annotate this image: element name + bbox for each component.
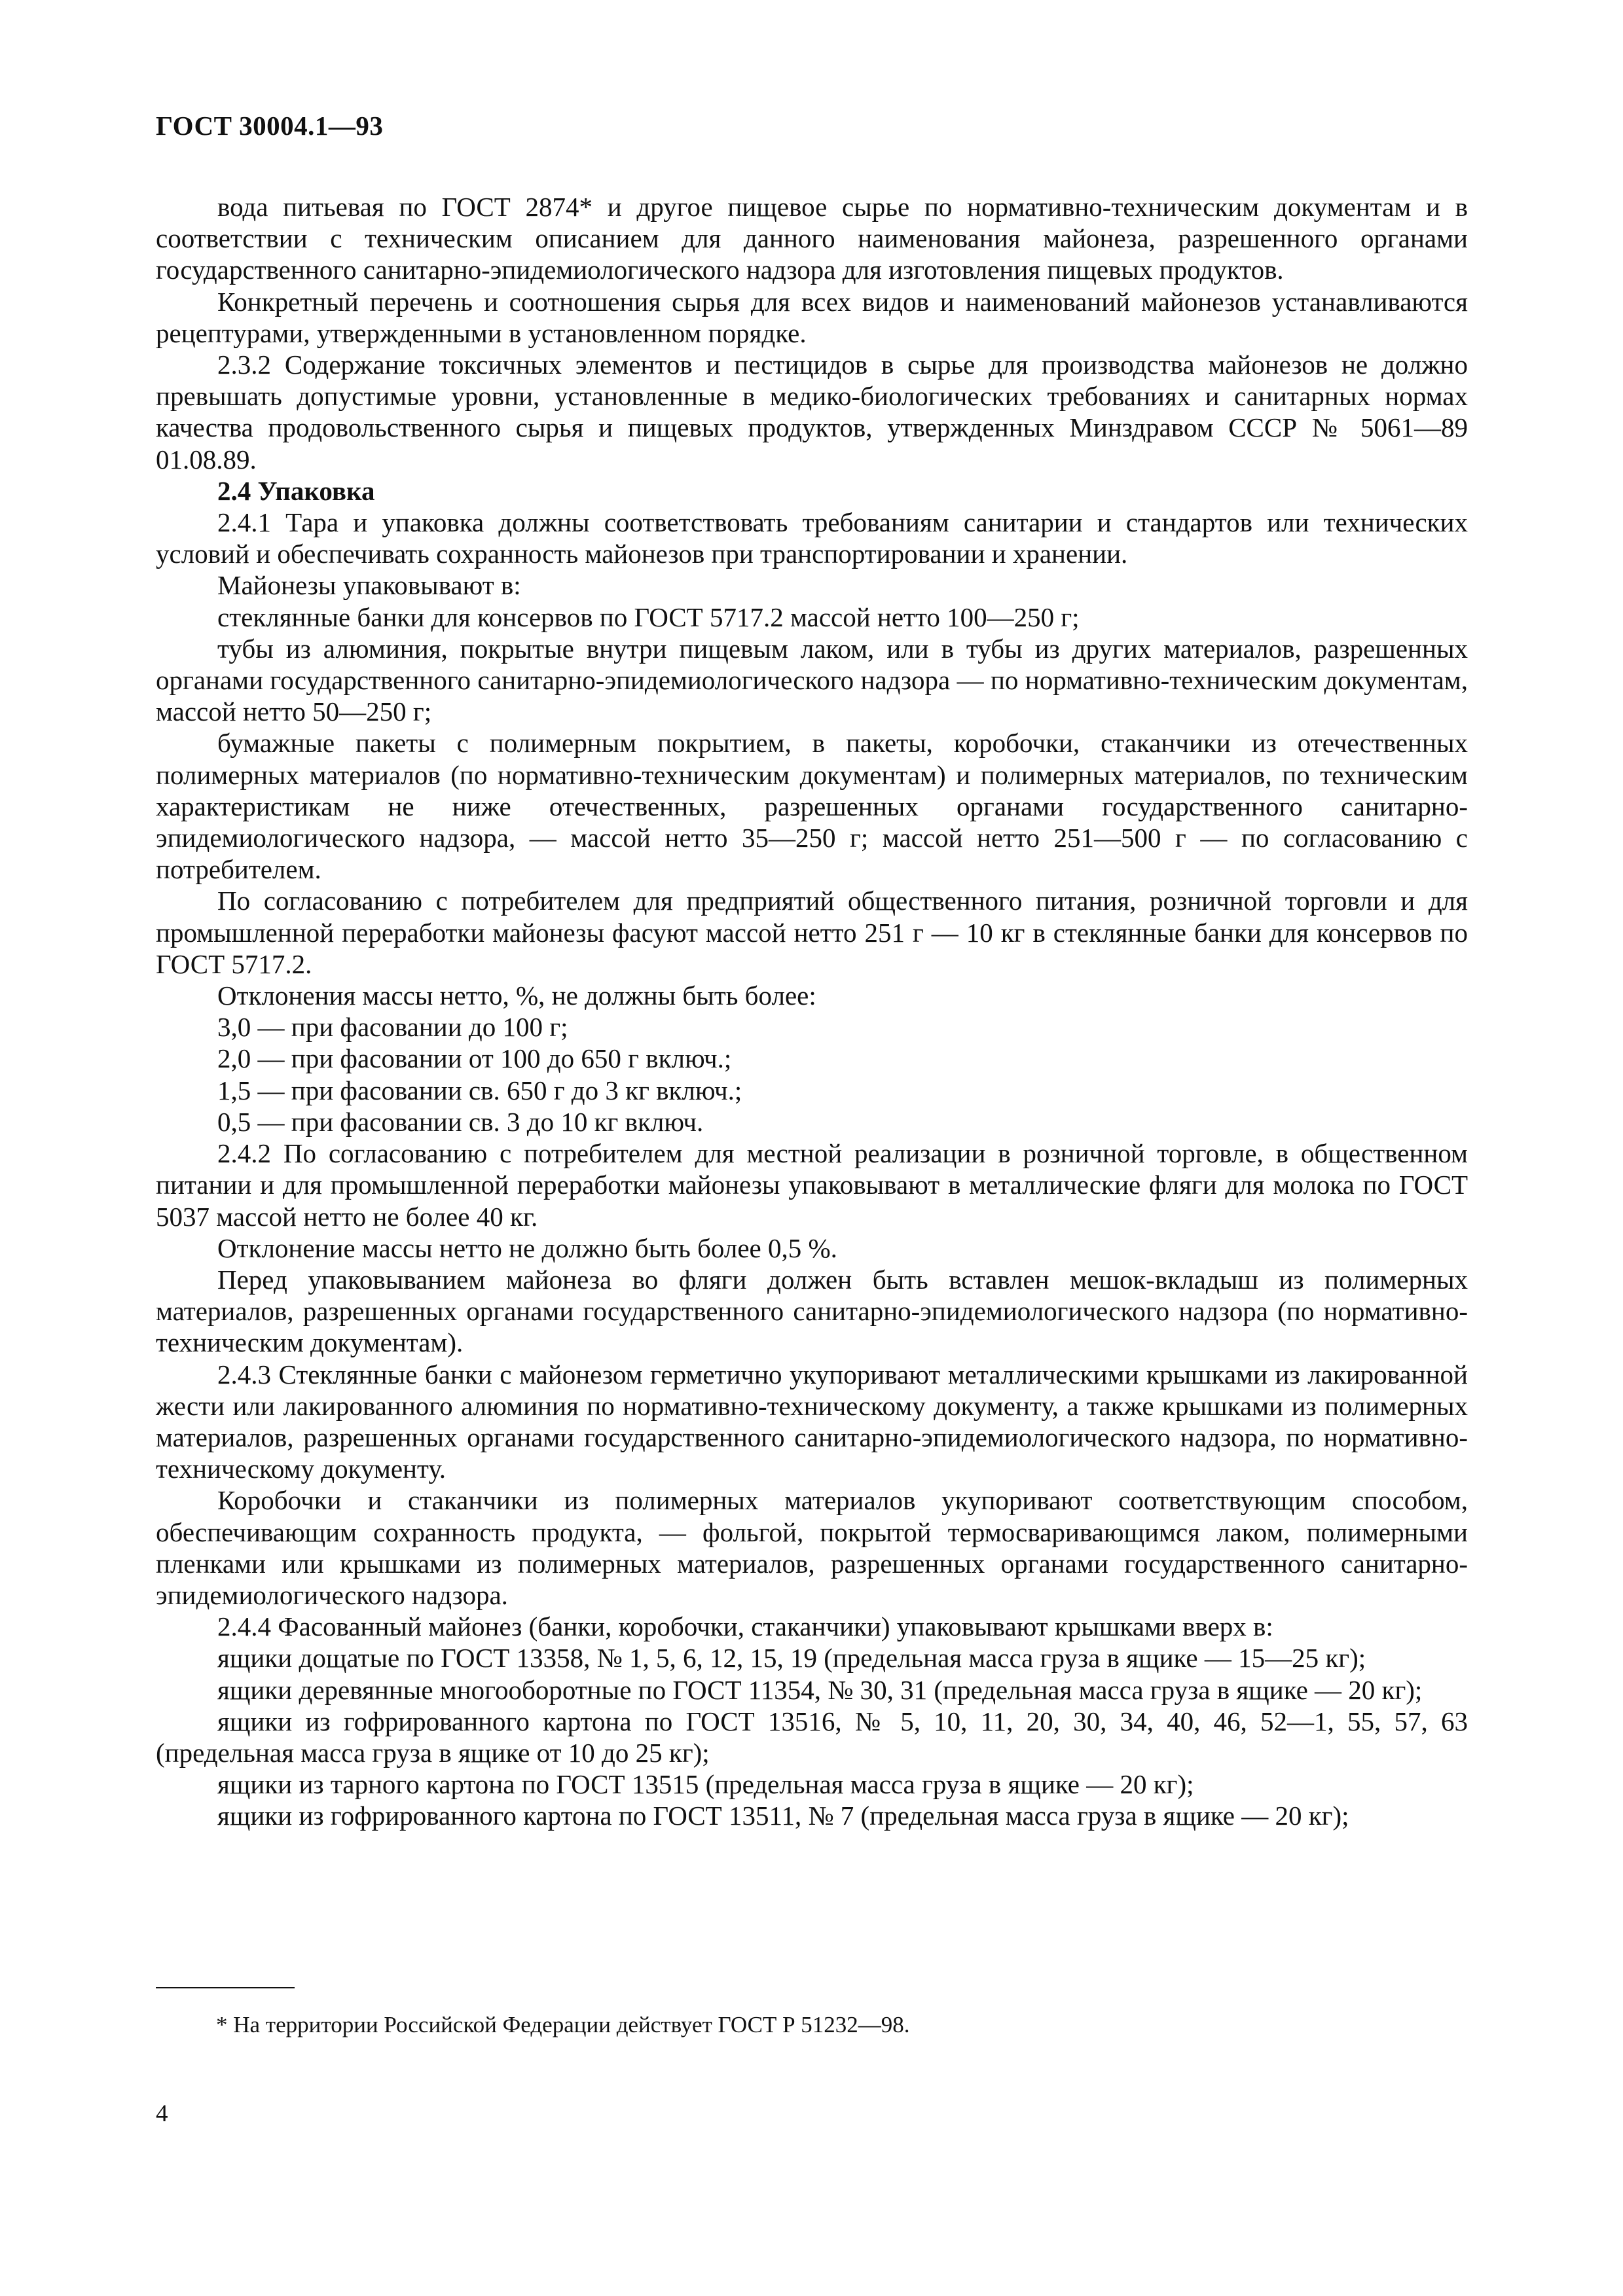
paragraph: Коробочки и стаканчики из полимерных материалов укупоривают соответствующим способом, обеспечивающим сохранность продукта, — фольгой, покрытой термосваривающимся лаком, полимерными пленками или крышками из полимерных материалов, разрешенных органами государственного санитарно-эпидемиологического надзора. <box>156 1485 1468 1610</box>
list-item: ящики из гофрированного картона по ГОСТ 13516, № 5, 10, 11, 20, 30, 34, 40, 46, 52—1, 55, 57, 63 (предельная масса груза в ящике от 10 до 25 кг); <box>156 1706 1468 1768</box>
page-number: 4 <box>156 2100 168 2127</box>
footnote: * На территории Российской Федерации действует ГОСТ Р 51232—98. <box>216 2012 910 2037</box>
list-item: стеклянные банки для консервов по ГОСТ 5717.2 массой нетто 100—250 г; <box>217 601 1080 632</box>
document-body <box>156 191 1468 1832</box>
paragraph: вода питьевая по ГОСТ 2874* и другое пищевое сырье по нормативно-техническим документам и в соответствии с техническим описанием для данного наименования майонеза, разрешенного органами государственного санитарно-эпидемиологического надзора для изготовления пищевых продуктов. <box>156 192 1468 285</box>
paragraph: 2.3.2 Содержание токсичных элементов и пестицидов в сырье для производства майонезов не должно превышать допустимые уровни, установленные в медико-биологических требованиях и санитарных нормах качества продовольственного сырья и пищевых продуктов, утвержденных Минздравом СССР № 5061—89 01.08.89. <box>156 350 1468 475</box>
section-heading: 2.4 Упаковка <box>217 475 375 506</box>
list-item: 0,5 — при фасовании св. 3 до 10 кг включ. <box>217 1106 704 1137</box>
paragraph: Майонезы упаковывают в: <box>217 570 521 601</box>
paragraph: Отклонение массы нетто не должно быть более 0,5 %. <box>217 1232 837 1263</box>
paragraph: 2.4.1 Тара и упаковка должны соответствовать требованиям санитарии и стандартов или технических условий и обеспечивать сохранность майонезов при транспортировании и хранении. <box>156 507 1468 569</box>
footnote-divider <box>156 1987 295 1988</box>
list-item: ящики из тарного картона по ГОСТ 13515 (предельная масса груза в ящике — 20 кг); <box>217 1769 1194 1800</box>
paragraph: Перед упаковыванием майонеза во фляги должен быть вставлен мешок-вкладыш из полимерных материалов, разрешенных органами государственного санитарно-эпидемиологического надзора (по нормативно-техническим документам). <box>156 1264 1468 1358</box>
paragraph: Конкретный перечень и соотношения сырья для всех видов и наименований майонезов устанавливаются рецептурами, утвержденными в установленном порядке. <box>156 286 1468 348</box>
list-item: ящики деревянные многооборотные по ГОСТ 11354, № 30, 31 (предельная масса груза в ящике — 20 кг); <box>217 1674 1423 1705</box>
list-item: 3,0 — при фасовании до 100 г; <box>217 1012 568 1043</box>
paragraph: 2.4.4 Фасованный майонез (банки, коробочки, стаканчики) упаковывают крышками вверх в: <box>217 1611 1273 1642</box>
paragraph: Отклонения массы нетто, %, не должны быть более: <box>217 980 816 1011</box>
list-item: ящики дощатые по ГОСТ 13358, № 1, 5, 6, 12, 15, 19 (предельная масса груза в ящике — 15—25 кг); <box>217 1643 1366 1674</box>
paragraph: По согласованию с потребителем для предприятий общественного питания, розничной торговли и для промышленной переработки майонезы фасуют массой нетто 251 г — 10 кг в стеклянные банки для консервов по ГОСТ 5717.2. <box>156 886 1468 979</box>
list-item: ящики из гофрированного картона по ГОСТ 13511, № 7 (предельная масса груза в ящике — 20 кг); <box>217 1801 1349 1831</box>
paragraph: 2.4.2 По согласованию с потребителем для местной реализации в розничной торговле, в общественном питании и для промышленной переработки майонезы упаковывают в металлические фляги для молока по ГОСТ 5037 массой нетто не более 40 кг. <box>156 1138 1468 1232</box>
list-item: бумажные пакеты с полимерным покрытием, в пакеты, коробочки, стаканчики из отечественных полимерных материалов (по нормативно-техническим документам) и полимерных материалов, по техническим характеристикам не ниже отечественных, разрешенных органами государственного санитарно-эпидемиологического надзора, — массой нетто 35—250 г; массой нетто 251—500 г — по согласованию с потребителем. <box>156 728 1468 885</box>
paragraph: 2.4.3 Стеклянные банки с майонезом герметично укупоривают металлическими крышками из лакированной жести или лакированного алюминия по нормативно-техническому документу, а также крышками из полимерных материалов, разрешенных органами государственного санитарно-эпидемиологического надзора, по нормативно-техническому документу. <box>156 1359 1468 1484</box>
list-item: тубы из алюминия, покрытые внутри пищевым лаком, или в тубы из других материалов, разрешенных органами государственного санитарно-эпидемиологического надзора — по нормативно-техническим документам, массой нетто 50—250 г; <box>156 633 1468 727</box>
list-item: 2,0 — при фасовании от 100 до 650 г включ.; <box>217 1043 732 1074</box>
document-header: ГОСТ 30004.1—93 <box>156 111 384 141</box>
list-item: 1,5 — при фасовании св. 650 г до 3 кг включ.; <box>217 1075 742 1105</box>
